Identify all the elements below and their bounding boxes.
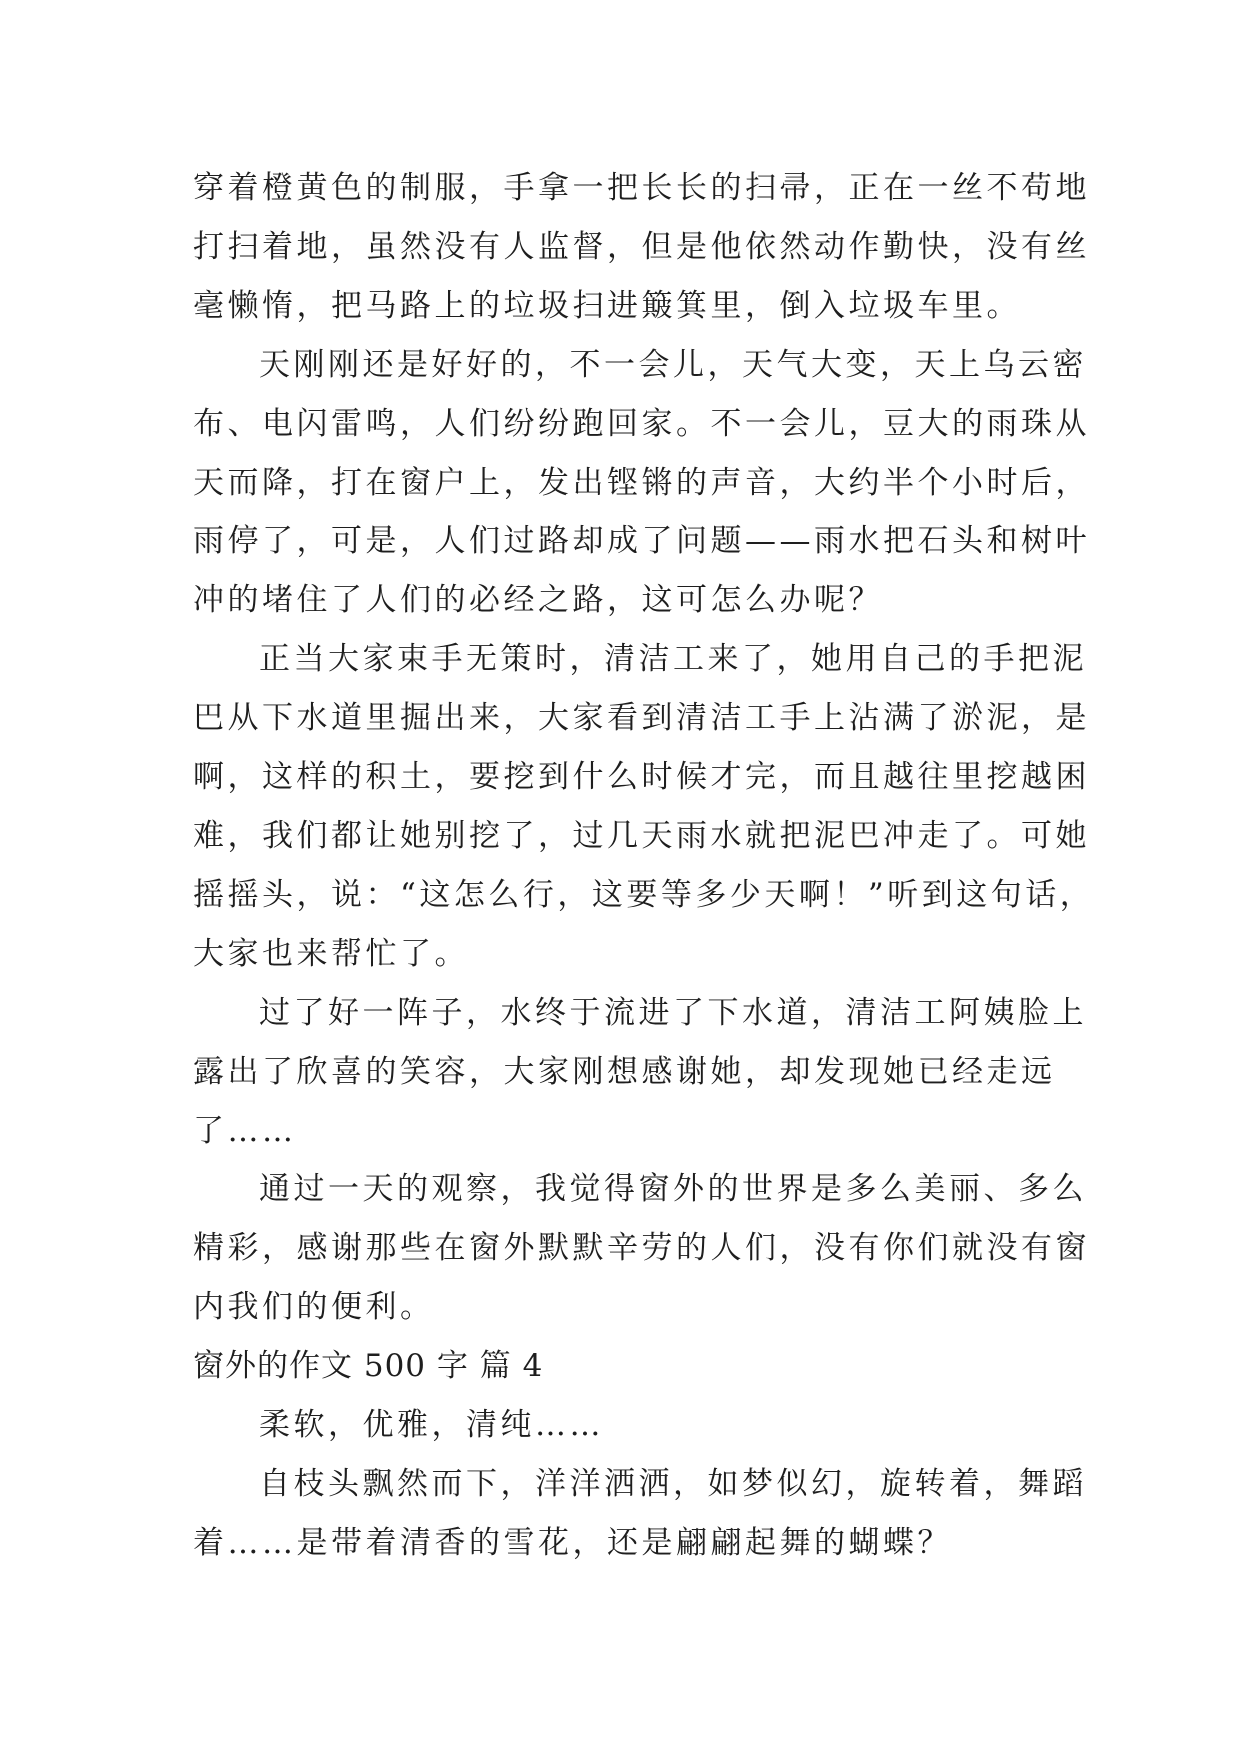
text-line: 布、电闪雷鸣，人们纷纷跑回家。不一会儿，豆大的雨珠从 xyxy=(193,405,1090,442)
text-line: 内我们的便利。 xyxy=(193,1289,435,1326)
text-line: 巴从下水道里掘出来，大家看到清洁工手上沾满了淤泥，是 xyxy=(193,700,1090,737)
text-line: 正当大家束手无策时，清洁工来了，她用自己的手把泥 xyxy=(259,641,1087,678)
text-line: 摇摇头，说：“这怎么行，这要等多少天啊！”听到这句话， xyxy=(193,876,1095,913)
text-line: 着……是带着清香的雪花，还是翩翩起舞的蝴蝶？ xyxy=(193,1524,952,1561)
text-line: 了…… xyxy=(193,1112,297,1149)
text-line: 冲的堵住了人们的必经之路，这可怎么办呢？ xyxy=(193,582,883,619)
document-body xyxy=(193,159,1095,1573)
text-line: 天刚刚还是好好的，不一会儿，天气大变，天上乌云密 xyxy=(259,346,1087,383)
text-line: 打扫着地，虽然没有人监督，但是他依然动作勤快，没有丝 xyxy=(193,228,1090,265)
text-line: 过了好一阵子，水终于流进了下水道，清洁工阿姨脸上 xyxy=(259,994,1087,1031)
text-line: 柔软，优雅，清纯…… xyxy=(259,1407,604,1444)
text-line: 穿着橙黄色的制服，手拿一把长长的扫帚，正在一丝不苟地 xyxy=(193,170,1090,206)
text-line: 露出了欣喜的笑容，大家刚想感谢她，却发现她已经走远 xyxy=(193,1053,1056,1090)
section-heading: 窗外的作文 500 字 篇 4 xyxy=(193,1348,544,1385)
text-line: 精彩，感谢那些在窗外默默辛劳的人们，没有你们就没有窗 xyxy=(193,1230,1090,1267)
text-line: 大家也来帮忙了。 xyxy=(193,935,469,972)
text-line: 通过一天的观察，我觉得窗外的世界是多么美丽、多么 xyxy=(259,1171,1087,1208)
text-line: 难，我们都让她别挖了，过几天雨水就把泥巴冲走了。可她 xyxy=(193,817,1090,854)
text-line: 雨停了，可是，人们过路却成了问题——雨水把石头和树叶 xyxy=(193,523,1090,560)
text-line: 天而降，打在窗户上，发出铿锵的声音，大约半个小时后， xyxy=(193,464,1090,501)
text-line: 毫懒惰，把马路上的垃圾扫进簸箕里，倒入垃圾车里。 xyxy=(193,287,1021,324)
text-line: 自枝头飘然而下，洋洋洒洒，如梦似幻，旋转着，舞蹈 xyxy=(259,1465,1087,1502)
text-line: 啊，这样的积土，要挖到什么时候才完，而且越往里挖越困 xyxy=(193,759,1090,796)
